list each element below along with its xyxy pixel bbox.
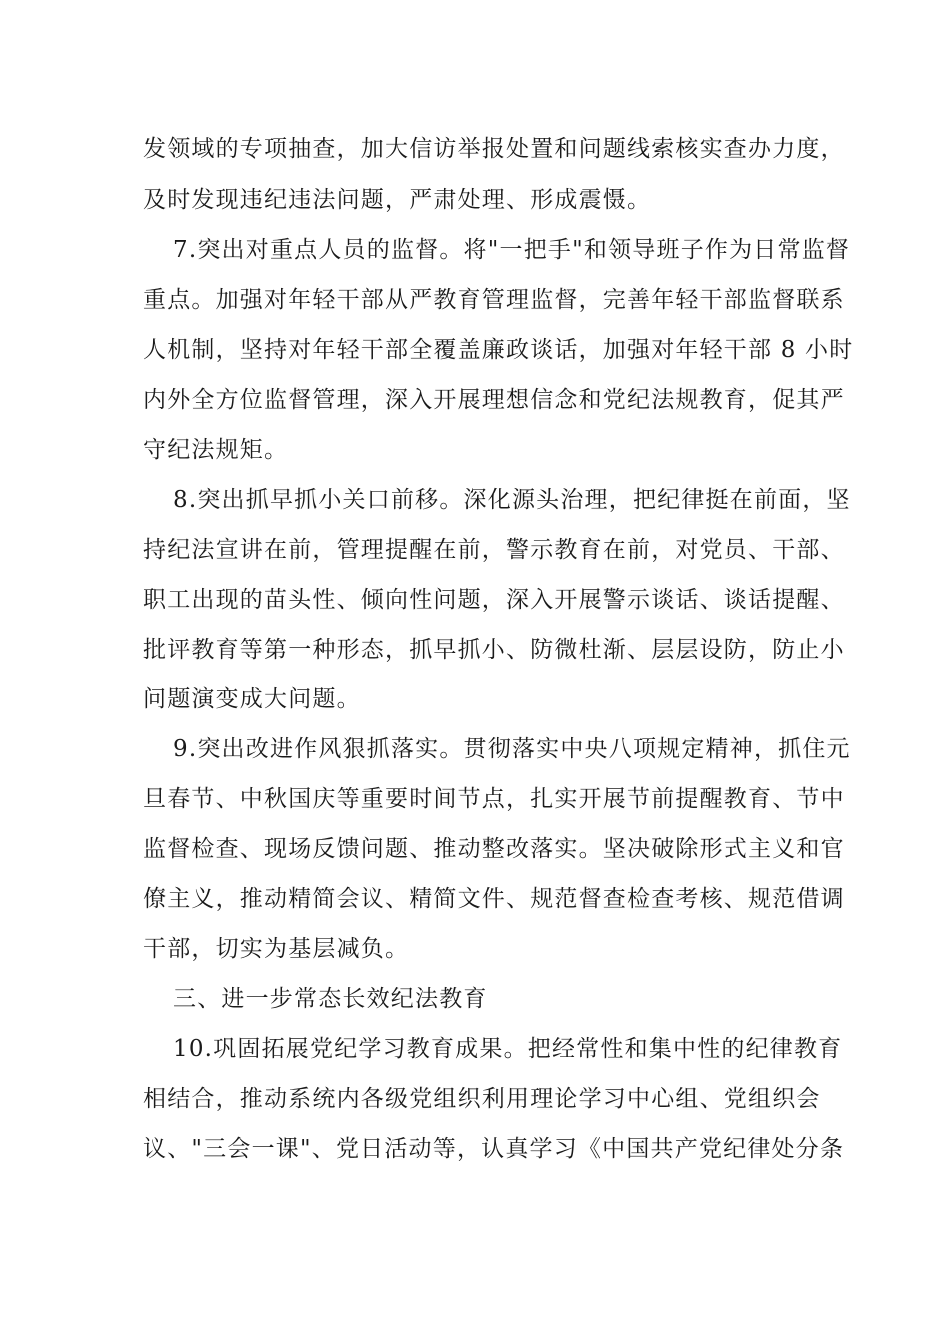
text-line: 重点。加强对年轻干部从严教育管理监督，完善年轻干部监督联系	[143, 287, 845, 313]
paragraph-7-heading-line: 7.突出对重点人员的监督。将"一把手"和领导班子作为日常监督	[173, 237, 851, 263]
text-line: 人机制，坚持对年轻干部全覆盖廉政谈话，加强对年轻干部 8 小时	[143, 337, 854, 363]
paragraph-10-heading-line: 10.巩固拓展党纪学习教育成果。把经常性和集中性的纪律教育	[173, 1036, 843, 1062]
text-line: 旦春节、中秋国庆等重要时间节点，扎实开展节前提醒教育、节中	[143, 786, 845, 812]
paragraph-8-heading-line: 8.突出抓早抓小关口前移。深化源头治理，把纪律挺在前面，坚	[173, 487, 851, 513]
text-line: 持纪法宣讲在前，管理提醒在前，警示教育在前，对党员、干部、	[143, 537, 845, 563]
text-line: 干部，切实为基层减负。	[143, 936, 410, 962]
text-line: 相结合，推动系统内各级党组织利用理论学习中心组、党组织会	[143, 1086, 821, 1112]
text-line: 发领域的专项抽查，加大信访举报处置和问题线索核实查办力度，	[143, 136, 845, 162]
text-line: 僚主义，推动精简会议、精简文件、规范督查检查考核、规范借调	[143, 886, 845, 912]
text-line: 问题演变成大问题。	[143, 686, 361, 712]
section-heading: 三、进一步常态长效纪法教育	[173, 986, 488, 1012]
text-line: 及时发现违纪违法问题，严肃处理、形成震慑。	[143, 187, 652, 213]
text-line: 职工出现的苗头性、倾向性问题，深入开展警示谈话、谈话提醒、	[143, 587, 845, 613]
text-line: 批评教育等第一种形态，抓早抓小、防微杜渐、层层设防，防止小	[143, 637, 845, 663]
text-line: 监督检查、现场反馈问题、推动整改落实。坚决破除形式主义和官	[143, 836, 845, 862]
text-line: 议、"三会一课"、党日活动等，认真学习《中国共产党纪律处分条	[143, 1136, 845, 1162]
text-line: 守纪法规矩。	[143, 437, 289, 463]
text-line: 内外全方位监督管理，深入开展理想信念和党纪法规教育，促其严	[143, 387, 845, 413]
paragraph-9-heading-line: 9.突出改进作风狠抓落实。贯彻落实中央八项规定精神，抓住元	[173, 736, 851, 762]
